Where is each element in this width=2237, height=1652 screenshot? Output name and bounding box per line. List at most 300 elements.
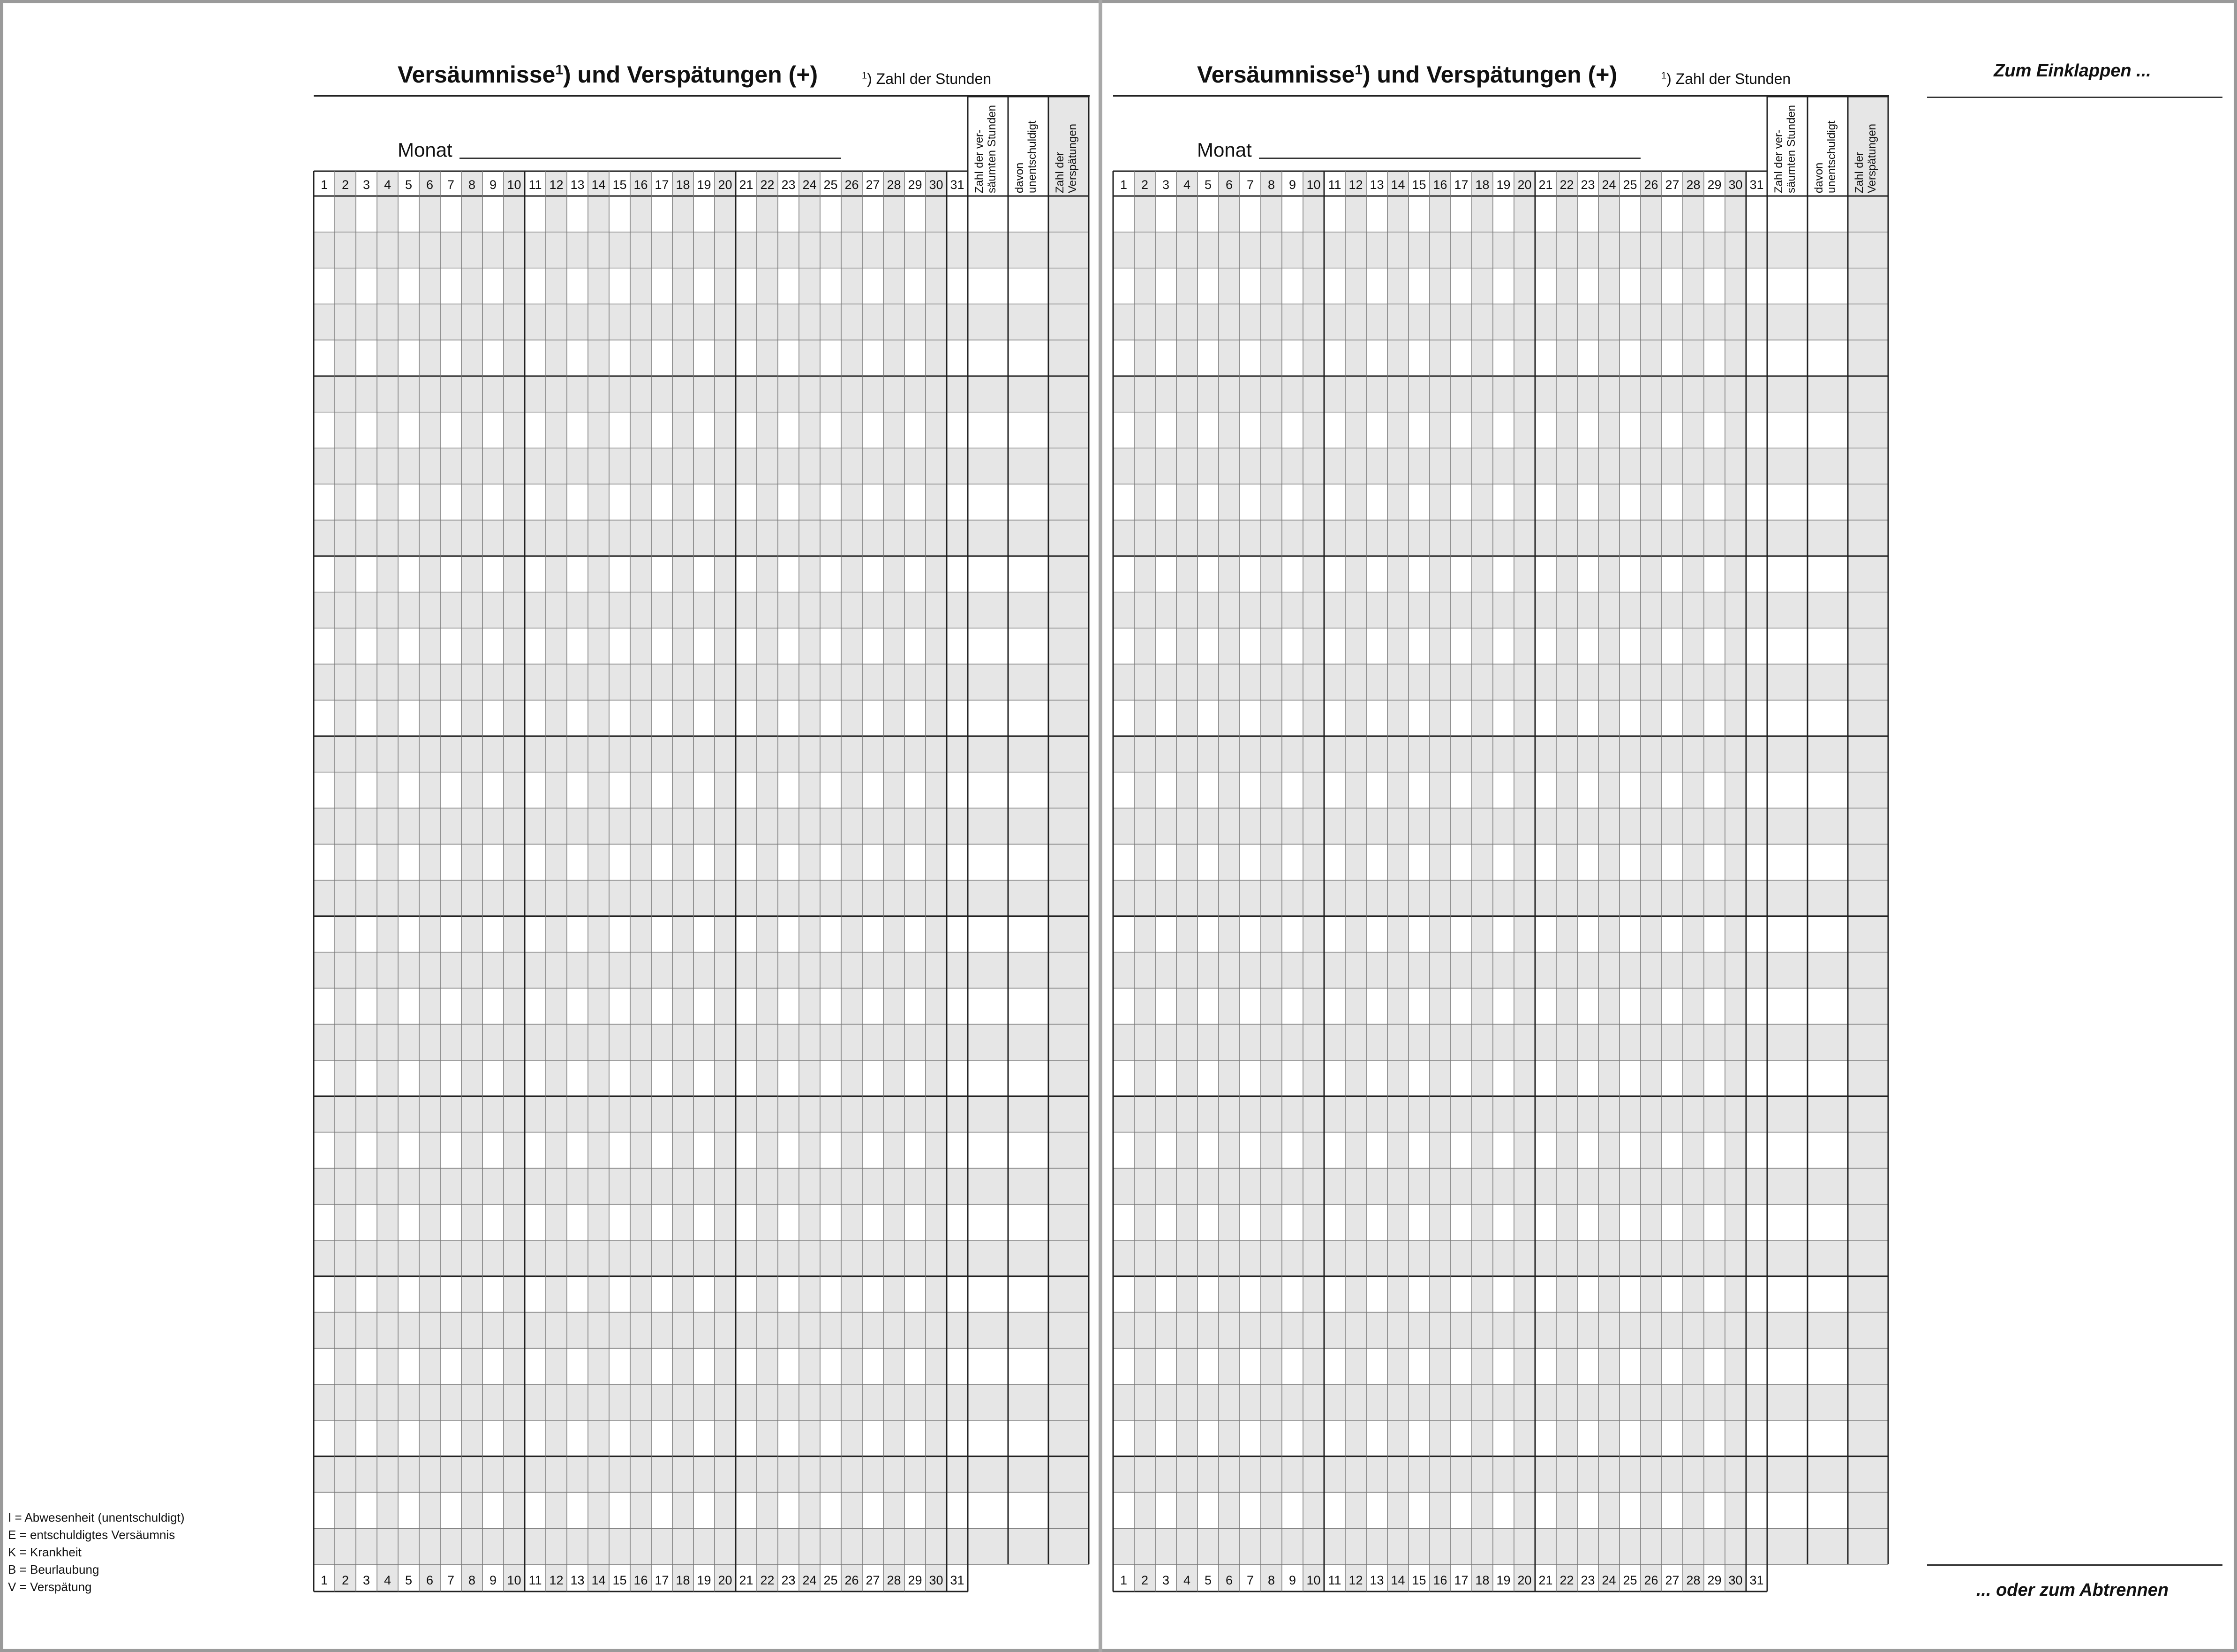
day-label: 20 — [1517, 178, 1532, 192]
shaded-cell — [1472, 1492, 1493, 1528]
day-label: 14 — [591, 178, 606, 192]
shaded-cell — [1641, 556, 1662, 592]
shaded-cell — [1514, 340, 1535, 376]
shaded-cell — [1345, 772, 1366, 808]
shaded-cell — [1134, 1132, 1155, 1169]
shaded-cell — [1683, 1492, 1704, 1528]
shaded-cell — [1303, 1276, 1324, 1313]
shaded-cell — [1556, 916, 1577, 952]
shaded-cell — [1472, 916, 1493, 952]
shaded-cell — [1514, 1348, 1535, 1384]
shaded-cell — [1641, 1132, 1662, 1169]
day-label-bottom: 2 — [1141, 1573, 1149, 1587]
shaded-cell — [1219, 772, 1240, 808]
shaded-cell — [1430, 340, 1451, 376]
shaded-cell — [1387, 628, 1408, 664]
day-label-bottom: 2 — [341, 1573, 349, 1587]
shaded-row — [1113, 520, 1888, 556]
shaded-cell — [1725, 412, 1746, 448]
shaded-cell — [1345, 700, 1366, 736]
day-label: 29 — [908, 178, 922, 192]
shaded-cell — [1134, 196, 1155, 232]
day-label: 16 — [633, 178, 648, 192]
shaded-cell — [1514, 988, 1535, 1024]
shaded-cell — [1848, 916, 1888, 952]
shaded-cell — [1725, 916, 1746, 952]
shaded-cell — [1387, 1492, 1408, 1528]
shaded-cell — [1261, 628, 1282, 664]
shaded-cell — [1683, 412, 1704, 448]
shaded-cell — [1683, 1204, 1704, 1240]
shaded-cell — [1556, 1348, 1577, 1384]
shaded-cell — [1387, 484, 1408, 520]
day-label-bottom: 5 — [405, 1573, 413, 1587]
shaded-cell — [1430, 1132, 1451, 1169]
shaded-cell — [1683, 700, 1704, 736]
shaded-cell — [1848, 268, 1888, 304]
shaded-cell — [1219, 916, 1240, 952]
summary-header-label: Verspätungen — [1066, 123, 1079, 193]
shaded-cell — [1848, 988, 1888, 1024]
day-label-bottom: 18 — [1475, 1573, 1490, 1587]
shaded-cell — [1556, 340, 1577, 376]
shaded-cell — [1430, 844, 1451, 880]
day-label-bottom: 19 — [1496, 1573, 1511, 1587]
shaded-cell — [1598, 772, 1619, 808]
shaded-row — [1113, 808, 1888, 844]
shaded-cell — [1848, 340, 1888, 376]
shaded-cell — [1303, 1132, 1324, 1169]
shaded-cell — [1134, 484, 1155, 520]
day-label-bottom: 8 — [468, 1573, 476, 1587]
shaded-cell — [1176, 484, 1198, 520]
shaded-cell — [1725, 1060, 1746, 1096]
day-label-bottom: 27 — [866, 1573, 880, 1587]
shaded-cell — [1176, 988, 1198, 1024]
day-label-bottom: 24 — [802, 1573, 817, 1587]
panel-title: Versäumnisse$^1$) und Verspätungen (+) — [398, 61, 818, 88]
day-label: 8 — [1267, 178, 1275, 192]
shaded-cell — [1387, 1276, 1408, 1313]
day-label-bottom: 10 — [1306, 1573, 1321, 1587]
shaded-cell — [1683, 1060, 1704, 1096]
shaded-cell — [1134, 628, 1155, 664]
day-label: 26 — [844, 178, 859, 192]
shaded-row — [1113, 304, 1888, 340]
shaded-cell — [1176, 1276, 1198, 1313]
day-label: 30 — [929, 178, 943, 192]
shaded-cell — [1598, 1132, 1619, 1169]
day-label: 5 — [405, 178, 413, 192]
day-label-bottom: 16 — [1433, 1573, 1447, 1587]
legend-item: E = entschuldigtes Versäumnis — [8, 1528, 175, 1542]
shaded-cell — [1641, 772, 1662, 808]
shaded-cell — [1219, 196, 1240, 232]
day-label-bottom: 28 — [1686, 1573, 1701, 1587]
shaded-cell — [1641, 1492, 1662, 1528]
shaded-cell — [1848, 1132, 1888, 1169]
shaded-cell — [1261, 340, 1282, 376]
shaded-cell — [1725, 484, 1746, 520]
shaded-cell — [1176, 844, 1198, 880]
shaded-cell — [1261, 268, 1282, 304]
shaded-cell — [1514, 556, 1535, 592]
shaded-cell — [1598, 1060, 1619, 1096]
shaded-cell — [1598, 340, 1619, 376]
day-label-bottom: 22 — [760, 1573, 775, 1587]
shaded-row — [1113, 1384, 1888, 1420]
shaded-row — [1113, 1528, 1888, 1564]
day-label: 24 — [1602, 178, 1616, 192]
shaded-cell — [1134, 916, 1155, 952]
shaded-cell — [1641, 1204, 1662, 1240]
shaded-cell — [1261, 556, 1282, 592]
day-label-bottom: 20 — [718, 1573, 732, 1587]
shaded-cell — [1598, 412, 1619, 448]
shaded-cell — [1387, 772, 1408, 808]
shaded-cell — [1514, 772, 1535, 808]
day-label-bottom: 4 — [1183, 1573, 1191, 1587]
shaded-cell — [1683, 1276, 1704, 1313]
shaded-cell — [1848, 844, 1888, 880]
shaded-cell — [1303, 196, 1324, 232]
shaded-cell — [1303, 484, 1324, 520]
shaded-cell — [1345, 628, 1366, 664]
shaded-cell — [1848, 1204, 1888, 1240]
day-label: 23 — [781, 178, 796, 192]
shaded-cell — [1641, 340, 1662, 376]
shaded-cell — [1556, 412, 1577, 448]
shaded-cell — [1219, 484, 1240, 520]
day-label: 18 — [1475, 178, 1490, 192]
panel-title: Versäumnisse$^1$) und Verspätungen (+) — [1197, 61, 1618, 88]
shaded-cell — [1848, 1420, 1888, 1456]
day-label: 9 — [1288, 178, 1296, 192]
shaded-cell — [1472, 196, 1493, 232]
shaded-cell — [1598, 268, 1619, 304]
day-label: 22 — [1559, 178, 1574, 192]
day-label: 11 — [528, 178, 542, 192]
shaded-cell — [1472, 556, 1493, 592]
shaded-cell — [1472, 340, 1493, 376]
shaded-cell — [1472, 988, 1493, 1024]
shaded-cell — [1219, 988, 1240, 1024]
shaded-cell — [1261, 1276, 1282, 1313]
day-label-bottom: 13 — [1370, 1573, 1384, 1587]
shaded-cell — [1176, 556, 1198, 592]
shaded-cell — [1261, 484, 1282, 520]
shaded-cell — [1641, 916, 1662, 952]
shaded-cell — [1303, 340, 1324, 376]
shaded-cell — [1430, 988, 1451, 1024]
shaded-cell — [1303, 412, 1324, 448]
shaded-cell — [1387, 196, 1408, 232]
day-label-bottom: 17 — [1454, 1573, 1469, 1587]
shaded-cell — [1683, 556, 1704, 592]
shaded-cell — [1387, 916, 1408, 952]
shaded-cell — [1848, 700, 1888, 736]
day-label: 15 — [612, 178, 627, 192]
day-label: 16 — [1433, 178, 1447, 192]
shaded-cell — [1176, 1492, 1198, 1528]
shaded-cell — [1725, 700, 1746, 736]
shaded-cell — [1303, 1420, 1324, 1456]
shaded-cell — [1641, 196, 1662, 232]
day-label: 4 — [384, 178, 392, 192]
shaded-cell — [1134, 1060, 1155, 1096]
shaded-row — [1113, 736, 1888, 772]
shaded-cell — [1598, 1276, 1619, 1313]
shaded-cell — [1387, 556, 1408, 592]
day-label-bottom: 23 — [1581, 1573, 1595, 1587]
legend-item: K = Krankheit — [8, 1545, 82, 1559]
shaded-cell — [1641, 988, 1662, 1024]
day-label-bottom: 11 — [1328, 1573, 1341, 1587]
shaded-cell — [1725, 1420, 1746, 1456]
day-label-bottom: 10 — [507, 1573, 521, 1587]
shaded-cell — [1303, 1204, 1324, 1240]
shaded-cell — [1430, 196, 1451, 232]
summary-header-label: Zahl der — [1853, 151, 1866, 193]
shaded-cell — [1514, 268, 1535, 304]
shaded-cell — [1261, 1204, 1282, 1240]
day-label: 9 — [489, 178, 497, 192]
day-label-bottom: 5 — [1204, 1573, 1212, 1587]
shaded-cell — [1556, 772, 1577, 808]
shaded-cell — [1514, 196, 1535, 232]
shaded-cell — [1556, 556, 1577, 592]
shaded-cell — [1134, 268, 1155, 304]
shaded-cell — [1134, 556, 1155, 592]
shaded-row — [1113, 448, 1888, 484]
shaded-cell — [1261, 700, 1282, 736]
shaded-cell — [1725, 1204, 1746, 1240]
shaded-cell — [1176, 628, 1198, 664]
fold-line-top — [1927, 97, 2222, 98]
shaded-cell — [1387, 412, 1408, 448]
shaded-cell — [1219, 1276, 1240, 1313]
day-label-bottom: 21 — [1538, 1573, 1553, 1587]
shaded-cell — [1387, 1204, 1408, 1240]
shaded-row — [1113, 1096, 1888, 1132]
shaded-cell — [1556, 1420, 1577, 1456]
shaded-cell — [1641, 268, 1662, 304]
shaded-cell — [1556, 484, 1577, 520]
shaded-cell — [1598, 700, 1619, 736]
shaded-row — [1113, 232, 1888, 268]
shaded-cell — [1219, 844, 1240, 880]
shaded-cell — [1134, 412, 1155, 448]
day-label: 23 — [1581, 178, 1595, 192]
shaded-cell — [1598, 988, 1619, 1024]
day-label-bottom: 26 — [1644, 1573, 1658, 1587]
day-label-bottom: 24 — [1602, 1573, 1616, 1587]
shaded-cell — [1176, 1204, 1198, 1240]
shaded-cell — [1134, 988, 1155, 1024]
fold-instruction-top: Zum Einklappen ... — [1994, 61, 2151, 81]
summary-header-label: davon — [1813, 162, 1825, 193]
shaded-cell — [1848, 556, 1888, 592]
shaded-cell — [1219, 1492, 1240, 1528]
day-label: 6 — [426, 178, 434, 192]
legend-item: V = Verspätung — [8, 1580, 92, 1594]
shaded-cell — [1387, 1420, 1408, 1456]
shaded-cell — [1472, 1132, 1493, 1169]
day-label-bottom: 18 — [676, 1573, 690, 1587]
shaded-cell — [1134, 1276, 1155, 1313]
shaded-cell — [1598, 628, 1619, 664]
summary-header-label: davon — [1013, 162, 1026, 193]
shaded-row — [1113, 592, 1888, 628]
shaded-cell — [1430, 628, 1451, 664]
day-label-bottom: 14 — [1391, 1573, 1405, 1587]
shaded-cell — [1345, 196, 1366, 232]
shaded-cell — [1556, 844, 1577, 880]
shaded-cell — [1472, 268, 1493, 304]
shaded-cell — [1219, 628, 1240, 664]
day-label: 27 — [866, 178, 880, 192]
day-label: 12 — [1348, 178, 1363, 192]
shaded-cell — [1303, 772, 1324, 808]
shaded-cell — [1472, 1276, 1493, 1313]
summary-header-label: Verspätungen — [1866, 123, 1878, 193]
shaded-cell — [1683, 988, 1704, 1024]
day-label: 2 — [1141, 178, 1149, 192]
shaded-cell — [1219, 340, 1240, 376]
month-label: Monat — [398, 139, 452, 161]
shaded-cell — [1345, 1276, 1366, 1313]
shaded-cell — [1387, 1132, 1408, 1169]
shaded-cell — [1598, 196, 1619, 232]
shaded-cell — [1598, 1420, 1619, 1456]
day-label: 21 — [1538, 178, 1553, 192]
day-label-bottom: 25 — [823, 1573, 838, 1587]
shaded-cell — [1134, 1492, 1155, 1528]
shaded-cell — [1430, 1060, 1451, 1096]
shaded-cell — [1261, 772, 1282, 808]
shaded-cell — [1514, 916, 1535, 952]
day-label: 1 — [1120, 178, 1128, 192]
shaded-cell — [1598, 484, 1619, 520]
day-label: 7 — [447, 178, 455, 192]
day-label: 11 — [1328, 178, 1341, 192]
shaded-cell — [1683, 1132, 1704, 1169]
day-label: 26 — [1644, 178, 1658, 192]
day-label-bottom: 12 — [549, 1573, 564, 1587]
footnote: $^1$) Zahl der Stunden — [862, 70, 992, 87]
shaded-row — [1113, 1240, 1888, 1276]
shaded-cell — [1430, 556, 1451, 592]
shaded-cell — [1641, 1060, 1662, 1096]
shaded-cell — [1176, 1060, 1198, 1096]
shaded-cell — [1219, 1204, 1240, 1240]
tear-instruction-bottom: ... oder zum Abtrennen — [1976, 1580, 2169, 1600]
shaded-cell — [1303, 268, 1324, 304]
shaded-cell — [1556, 268, 1577, 304]
legend-item: I = Abwesenheit (unentschuldigt) — [8, 1510, 185, 1524]
shaded-cell — [1303, 556, 1324, 592]
shaded-cell — [1725, 1276, 1746, 1313]
shaded-cell — [1261, 1492, 1282, 1528]
shaded-cell — [1725, 628, 1746, 664]
shaded-cell — [1387, 268, 1408, 304]
shaded-cell — [1303, 628, 1324, 664]
shaded-cell — [1514, 1492, 1535, 1528]
day-label: 10 — [507, 178, 521, 192]
summary-header-label: unentschuldigt — [1825, 121, 1838, 193]
day-label-bottom: 23 — [781, 1573, 796, 1587]
shaded-row — [1113, 1312, 1888, 1348]
day-label-bottom: 4 — [384, 1573, 392, 1587]
shaded-cell — [1472, 484, 1493, 520]
shaded-cell — [1641, 1348, 1662, 1384]
day-label: 24 — [802, 178, 817, 192]
summary-header-label: Zahl der — [1054, 151, 1066, 193]
shaded-cell — [1641, 1420, 1662, 1456]
shaded-cell — [1219, 412, 1240, 448]
shaded-cell — [1725, 1492, 1746, 1528]
day-label: 31 — [1749, 178, 1764, 192]
day-label-bottom: 7 — [1246, 1573, 1254, 1587]
shaded-cell — [1176, 1420, 1198, 1456]
shaded-cell — [1848, 628, 1888, 664]
shaded-cell — [1261, 1060, 1282, 1096]
shaded-cell — [1556, 196, 1577, 232]
shaded-cell — [1725, 1132, 1746, 1169]
shaded-cell — [1556, 628, 1577, 664]
shaded-cell — [1176, 1132, 1198, 1169]
day-label: 3 — [362, 178, 370, 192]
day-label: 3 — [1162, 178, 1170, 192]
shaded-cell — [1683, 772, 1704, 808]
shaded-cell — [1848, 1060, 1888, 1096]
shaded-cell — [1219, 1420, 1240, 1456]
shaded-cell — [1641, 484, 1662, 520]
shaded-cell — [1303, 844, 1324, 880]
shaded-row — [1113, 952, 1888, 988]
shaded-cell — [1683, 916, 1704, 952]
day-label-bottom: 6 — [1225, 1573, 1233, 1587]
shaded-cell — [1261, 412, 1282, 448]
shaded-cell — [1176, 772, 1198, 808]
day-label: 13 — [570, 178, 585, 192]
shaded-cell — [1134, 340, 1155, 376]
day-label: 4 — [1183, 178, 1191, 192]
day-label: 30 — [1728, 178, 1743, 192]
footnote: $^1$) Zahl der Stunden — [1661, 70, 1791, 87]
shaded-cell — [1219, 700, 1240, 736]
shaded-cell — [1556, 988, 1577, 1024]
day-label: 14 — [1391, 178, 1405, 192]
shaded-cell — [1261, 988, 1282, 1024]
summary-header-label: Zahl der ver- — [973, 129, 986, 193]
day-label: 17 — [655, 178, 669, 192]
shaded-cell — [1683, 628, 1704, 664]
shaded-cell — [1514, 700, 1535, 736]
shaded-cell — [1345, 1420, 1366, 1456]
shaded-row — [1113, 880, 1888, 916]
shaded-cell — [1345, 1204, 1366, 1240]
day-label-bottom: 9 — [1288, 1573, 1296, 1587]
legend-item: B = Beurlaubung — [8, 1562, 99, 1577]
shaded-cell — [1683, 1348, 1704, 1384]
day-label-bottom: 30 — [929, 1573, 943, 1587]
shaded-cell — [1219, 1348, 1240, 1384]
month-label: Monat — [1197, 139, 1252, 161]
day-label: 20 — [718, 178, 732, 192]
shaded-cell — [1641, 412, 1662, 448]
shaded-cell — [1598, 556, 1619, 592]
